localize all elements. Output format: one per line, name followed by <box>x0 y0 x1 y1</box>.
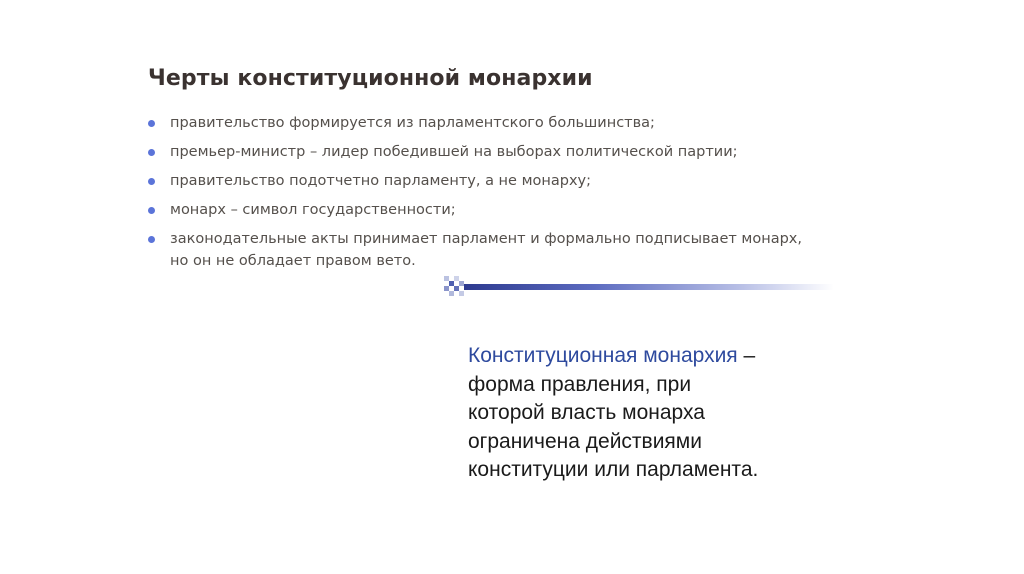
bullet-dot-icon <box>148 120 155 127</box>
bullet-dot-icon <box>148 207 155 214</box>
list-item <box>148 141 802 163</box>
definition-dash: – <box>737 344 756 367</box>
definition-text <box>468 342 828 485</box>
list-item <box>148 112 802 134</box>
bullet-dot-icon <box>148 236 155 243</box>
decorative-divider <box>444 276 834 298</box>
features-list <box>148 112 802 279</box>
list-item <box>148 199 802 221</box>
bullet-dot-icon <box>148 149 155 156</box>
definition-line-2: форма правления, при <box>468 372 692 396</box>
definition-line-3: которой власть монарха <box>468 401 705 424</box>
definition-line-1 <box>468 342 828 371</box>
list-item <box>148 170 802 192</box>
list-item-text: премьер-министр – лидер победившей на выборах политической партии; <box>170 144 738 160</box>
list-item-text: монарх – символ государственности; <box>170 202 456 218</box>
list-item-text: правительство формируется из парламентского большинства; <box>170 115 655 131</box>
bullet-dot-icon <box>148 178 155 185</box>
definition-line-4: ограничена действиями <box>468 429 702 453</box>
definition-line-5: конституции или парламента. <box>468 458 759 481</box>
list-item-text: правительство подотчетно парламенту, а не монарху; <box>170 173 591 189</box>
slide-heading: Черты конституционной монархии <box>148 66 593 91</box>
list-item-text-line-1: законодательные акты принимает парламент и формально подписывает монарх, <box>170 231 802 247</box>
list-item <box>148 228 802 272</box>
gradient-bar <box>464 284 834 290</box>
definition-term: Конституционная монархия <box>468 344 738 367</box>
list-item-text-line-2: но он не обладает правом вето. <box>170 253 416 269</box>
